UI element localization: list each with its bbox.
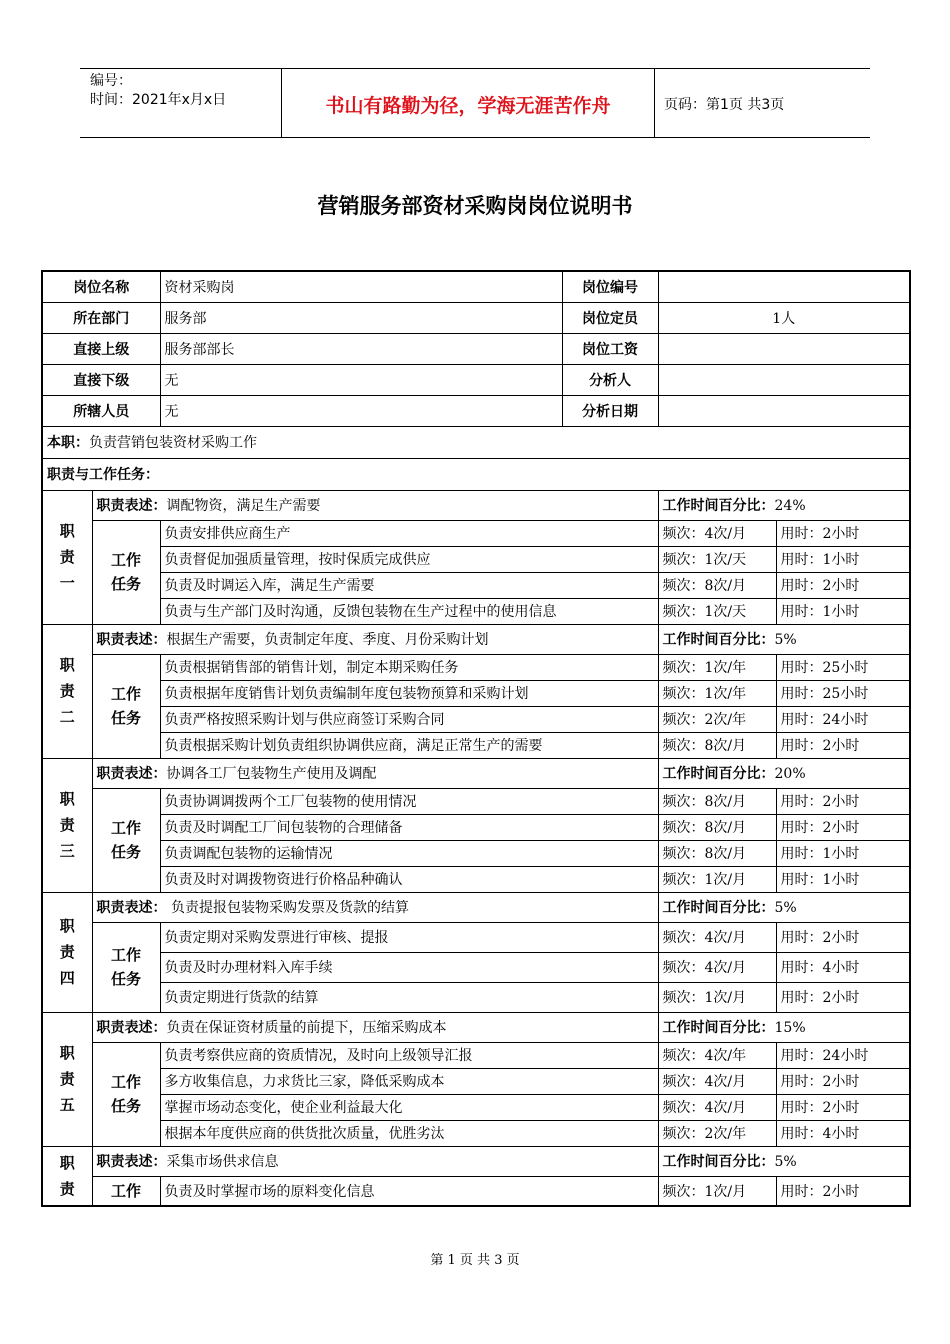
- task-row: [42, 1068, 910, 1094]
- task-frequency: 频次：8次/月: [658, 732, 776, 758]
- salary-label: 岗位工资: [562, 333, 658, 364]
- task-label-line: 工作: [110, 819, 141, 837]
- task-row: [42, 1042, 910, 1068]
- responsibility-label-char: 责: [59, 1179, 75, 1198]
- task-text: 掌握市场动态变化，使企业利益最大化: [160, 1094, 658, 1120]
- dept-label: 所在部门: [42, 302, 160, 333]
- time-percentage: [658, 490, 910, 520]
- date-value: [658, 395, 910, 426]
- percentage-value: 24%: [774, 498, 806, 514]
- task-text: 负责定期进行货款的结算: [160, 982, 658, 1012]
- description-label: 职责表述：: [96, 766, 167, 782]
- job-description-table: [41, 270, 911, 1207]
- task-duration: 用时：24小时: [776, 706, 910, 732]
- task-row: [42, 982, 910, 1012]
- task-label-line: 工作: [110, 1181, 141, 1200]
- responsibility-label: [42, 892, 92, 1012]
- task-frequency: 频次：1次/月: [658, 866, 776, 892]
- header-motto: 书山有路勤为径，学海无涯苦作舟: [325, 95, 611, 117]
- task-row: [42, 952, 910, 982]
- headcount-label: 岗位定员: [562, 302, 658, 333]
- task-frequency: 频次：1次/月: [658, 982, 776, 1012]
- task-text: 负责及时调运入库，满足生产需要: [160, 572, 658, 598]
- description-text: 调配物资，满足生产需要: [166, 498, 321, 514]
- task-text: 负责定期对采购发票进行审核、提报: [160, 922, 658, 952]
- time-percentage: [658, 1146, 910, 1176]
- task-row: [42, 520, 910, 546]
- task-label-line: 工作: [110, 551, 141, 569]
- description-text: 根据生产需要，负责制定年度、季度、月份采购计划: [166, 632, 489, 648]
- responsibility-label-char: 五: [59, 1096, 75, 1114]
- headcount-value: 1人: [658, 302, 910, 333]
- percentage-value: 5%: [774, 900, 797, 916]
- doc-number-label: 编号：: [90, 73, 132, 89]
- task-row: [42, 866, 910, 892]
- responsibility-label: [42, 1146, 92, 1206]
- responsibility-label-char: 责: [59, 682, 75, 700]
- task-row: [42, 1094, 910, 1120]
- task-label-line: 任务: [110, 1097, 141, 1115]
- description-text: 采集市场供求信息: [166, 1154, 279, 1170]
- duty-text: 负责营销包装资材采购工作: [89, 435, 257, 451]
- responsibility-description: [92, 892, 658, 922]
- task-group-label: [92, 922, 160, 1012]
- task-duration: 用时：2小时: [776, 922, 910, 952]
- task-frequency: 频次：8次/月: [658, 572, 776, 598]
- task-duration: 用时：1小时: [776, 840, 910, 866]
- responsibility-label-char: 职: [59, 656, 75, 674]
- responsibility-label-char: 责: [59, 816, 75, 834]
- responsibility-description: [92, 1012, 658, 1042]
- responsibility-label-char: 职: [59, 917, 75, 935]
- doc-time-label: 时间：2021年x月x日: [90, 92, 227, 108]
- responsibility-label-char: 责: [59, 548, 75, 566]
- task-row: [42, 840, 910, 866]
- task-duration: 用时：25小时: [776, 654, 910, 680]
- task-duration: 用时：2小时: [776, 788, 910, 814]
- task-text: 多方收集信息，力求货比三家，降低采购成本: [160, 1068, 658, 1094]
- responsibility-label: [42, 490, 92, 624]
- task-duration: 用时：1小时: [776, 546, 910, 572]
- superior-label: 直接上级: [42, 333, 160, 364]
- responsibility-label-char: 职: [59, 1044, 75, 1062]
- dept-value: 服务部: [160, 302, 562, 333]
- post-no-label: 岗位编号: [562, 271, 658, 302]
- task-frequency: 频次：4次/年: [658, 1042, 776, 1068]
- subordinate-value: 无: [160, 364, 562, 395]
- task-duration: 用时：2小时: [776, 1068, 910, 1094]
- task-duration: 用时：2小时: [776, 1176, 910, 1206]
- task-text: 负责根据年度销售计划负责编制年度包装物预算和采购计划: [160, 680, 658, 706]
- task-group-label: [92, 1176, 160, 1206]
- task-frequency: 频次：4次/月: [658, 952, 776, 982]
- description-text: 负责在保证资材质量的前提下，压缩采购成本: [166, 1020, 447, 1036]
- date-label: 分析日期: [562, 395, 658, 426]
- responsibility-label: [42, 1012, 92, 1146]
- task-duration: 用时：2小时: [776, 1094, 910, 1120]
- task-frequency: 频次：2次/年: [658, 1120, 776, 1146]
- task-duration: 用时：24小时: [776, 1042, 910, 1068]
- responsibility-label-char: 四: [59, 969, 75, 987]
- document-title: 营销服务部资材采购岗岗位说明书: [317, 194, 633, 218]
- task-text: 根据本年度供应商的供货批次质量，优胜劣汰: [160, 1120, 658, 1146]
- task-duration: 用时：1小时: [776, 598, 910, 624]
- task-duration: 用时：2小时: [776, 520, 910, 546]
- description-text: 负责提报包装物采购发票及货款的结算: [166, 900, 409, 916]
- task-duration: 用时：2小时: [776, 572, 910, 598]
- task-row: [42, 788, 910, 814]
- task-frequency: 频次：1次/天: [658, 546, 776, 572]
- time-percentage: [658, 1012, 910, 1042]
- task-text: 负责考察供应商的资质情况，及时向上级领导汇报: [160, 1042, 658, 1068]
- percentage-label: 工作时间百分比：: [662, 1154, 775, 1170]
- description-text: 协调各工厂包装物生产使用及调配: [166, 766, 377, 782]
- duty-row: [42, 426, 910, 458]
- task-frequency: 频次：4次/月: [658, 1094, 776, 1120]
- responsibility-label: [42, 758, 92, 892]
- task-duration: 用时：4小时: [776, 1120, 910, 1146]
- task-text: 负责协调调拨两个工厂包装物的使用情况: [160, 788, 658, 814]
- post-name-label: 岗位名称: [42, 271, 160, 302]
- task-row: [42, 922, 910, 952]
- task-row: [42, 654, 910, 680]
- task-row: [42, 680, 910, 706]
- task-frequency: 频次：1次/年: [658, 680, 776, 706]
- responsibility-description: [92, 758, 658, 788]
- header-meta: [90, 72, 226, 110]
- task-frequency: 频次：8次/月: [658, 814, 776, 840]
- post-no-value: [658, 271, 910, 302]
- task-text: 负责与生产部门及时沟通，反馈包装物在生产过程中的使用信息: [160, 598, 658, 624]
- percentage-value: 5%: [774, 632, 797, 648]
- header-divider: [654, 69, 655, 137]
- task-label-line: 工作: [110, 946, 141, 964]
- responsibility-description: [92, 1146, 658, 1176]
- task-group-label: [92, 1042, 160, 1146]
- responsibility-description: [92, 490, 658, 520]
- time-percentage: [658, 758, 910, 788]
- task-frequency: 频次：8次/月: [658, 840, 776, 866]
- subordinate-label: 直接下级: [42, 364, 160, 395]
- task-duration: 用时：4小时: [776, 952, 910, 982]
- task-text: 负责根据销售部的销售计划，制定本期采购任务: [160, 654, 658, 680]
- responsibility-label-char: 职: [59, 790, 75, 808]
- staff-value: 无: [160, 395, 562, 426]
- superior-value: 服务部部长: [160, 333, 562, 364]
- task-duration: 用时：2小时: [776, 982, 910, 1012]
- description-label: 职责表述：: [96, 1020, 167, 1036]
- task-row: [42, 814, 910, 840]
- task-group-label: [92, 788, 160, 892]
- percentage-label: 工作时间百分比：: [662, 632, 775, 648]
- header-page-info: 页码：第1页 共3页: [664, 97, 785, 113]
- task-text: 负责及时调配工厂间包装物的合理储备: [160, 814, 658, 840]
- task-group-label: [92, 654, 160, 758]
- description-label: 职责表述：: [96, 1154, 167, 1170]
- percentage-label: 工作时间百分比：: [662, 766, 775, 782]
- page-footer: 第 1 页 共 3 页: [430, 1253, 520, 1268]
- percentage-value: 15%: [774, 1020, 806, 1036]
- task-label-line: 任务: [110, 970, 141, 988]
- task-frequency: 频次：2次/年: [658, 706, 776, 732]
- responsibility-label-char: 三: [59, 842, 75, 860]
- task-text: 负责及时掌握市场的原料变化信息: [160, 1176, 658, 1206]
- task-frequency: 频次：8次/月: [658, 788, 776, 814]
- task-text: 负责调配包装物的运输情况: [160, 840, 658, 866]
- task-frequency: 频次：1次/天: [658, 598, 776, 624]
- percentage-label: 工作时间百分比：: [662, 900, 775, 916]
- description-label: 职责表述：: [96, 498, 167, 514]
- responsibility-description: [92, 624, 658, 654]
- responsibility-label-char: 职: [59, 1153, 75, 1172]
- task-duration: 用时：2小时: [776, 732, 910, 758]
- tasks-heading: 职责与工作任务：: [42, 458, 910, 490]
- task-group-label: [92, 520, 160, 624]
- responsibility-label-char: 一: [59, 574, 75, 592]
- description-label: 职责表述：: [96, 632, 167, 648]
- time-percentage: [658, 892, 910, 922]
- task-duration: 用时：25小时: [776, 680, 910, 706]
- task-frequency: 频次：1次/月: [658, 1176, 776, 1206]
- percentage-value: 5%: [774, 1154, 797, 1170]
- task-frequency: 频次：4次/月: [658, 520, 776, 546]
- post-name-value: 资材采购岗: [160, 271, 562, 302]
- task-label-line: 工作: [110, 1073, 141, 1091]
- task-row: [42, 1120, 910, 1146]
- task-label-line: 任务: [110, 843, 141, 861]
- task-label-line: 任务: [110, 709, 141, 727]
- task-frequency: 频次：4次/月: [658, 922, 776, 952]
- task-text: 负责督促加强质量管理，按时保质完成供应: [160, 546, 658, 572]
- task-row: [42, 1176, 910, 1206]
- salary-value: [658, 333, 910, 364]
- time-percentage: [658, 624, 910, 654]
- task-duration: 用时：1小时: [776, 866, 910, 892]
- task-frequency: 频次：1次/年: [658, 654, 776, 680]
- task-text: 负责及时对调拨物资进行价格品种确认: [160, 866, 658, 892]
- task-label-line: 工作: [110, 685, 141, 703]
- description-label: 职责表述：: [96, 900, 167, 916]
- task-duration: 用时：2小时: [776, 814, 910, 840]
- page-header: [80, 68, 870, 138]
- responsibility-label-char: 职: [59, 522, 75, 540]
- task-frequency: 频次：4次/月: [658, 1068, 776, 1094]
- responsibility-label-char: 责: [59, 1070, 75, 1088]
- task-row: [42, 732, 910, 758]
- task-text: 负责及时办理材料入库手续: [160, 952, 658, 982]
- task-text: 负责安排供应商生产: [160, 520, 658, 546]
- task-row: [42, 598, 910, 624]
- task-label-line: 任务: [110, 575, 141, 593]
- responsibility-label-char: 二: [59, 708, 75, 726]
- task-row: [42, 572, 910, 598]
- task-row: [42, 706, 910, 732]
- percentage-value: 20%: [774, 766, 806, 782]
- responsibility-label: [42, 624, 92, 758]
- analyst-label: 分析人: [562, 364, 658, 395]
- task-row: [42, 546, 910, 572]
- analyst-value: [658, 364, 910, 395]
- task-text: 负责严格按照采购计划与供应商签订采购合同: [160, 706, 658, 732]
- percentage-label: 工作时间百分比：: [662, 1020, 775, 1036]
- task-text: 负责根据采购计划负责组织协调供应商，满足正常生产的需要: [160, 732, 658, 758]
- staff-label: 所辖人员: [42, 395, 160, 426]
- responsibility-label-char: 责: [59, 943, 75, 961]
- duty-label: 本职：: [47, 435, 89, 451]
- percentage-label: 工作时间百分比：: [662, 498, 775, 514]
